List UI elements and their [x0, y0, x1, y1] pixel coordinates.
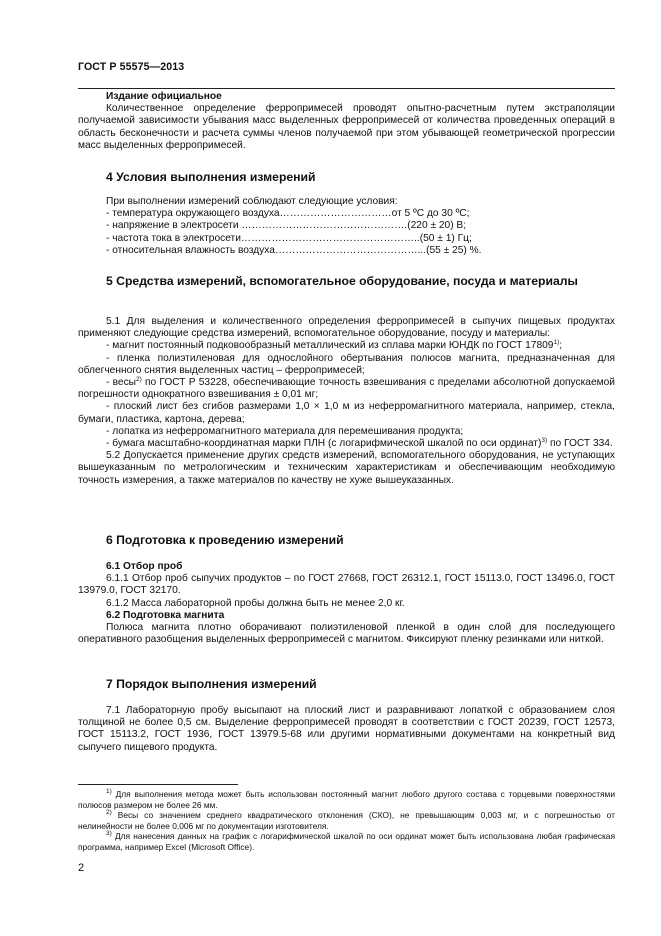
subsection-6-2: 6.2 Подготовка магнита: [106, 609, 225, 621]
condition-item: - частота тока в электросети……………………………………………..(50 ± 1) Гц;: [106, 232, 472, 244]
footnote-3: [78, 831, 615, 852]
item-paper-b: по ГОСТ 334.: [547, 438, 613, 450]
footnote-text: Весы со значением среднего квадратического отклонения (СКО), не превышающим 0,003 мг, и с погрешностью от нелинейности не более 0,006 мг по документации изготовителя.: [78, 810, 615, 831]
section-7-body: [78, 705, 615, 754]
section-7-title: 7 Порядок выполнения измерений: [106, 677, 317, 691]
para-5-1: 5.1 Для выделения и количественного определения ферропримесей в сыпучих пищевых продуктах применяют следующие средства измерений, вспомогательное оборудование, посуду и материалы:: [78, 316, 615, 340]
section-6-title: 6 Подготовка к проведению измерений: [106, 533, 344, 547]
footnote-ref-2: 2): [136, 376, 142, 384]
footnotes: [78, 789, 615, 852]
section-5: [78, 274, 615, 288]
section-4-conditions: [78, 196, 615, 257]
para-6-2: Полюса магнита плотно оборачивают полиэтиленовой пленкой в один слой для последующего оперативного разобщения выделенных ферропримесей с магнитом. Фиксируют пленку резинками или ниткой.: [78, 622, 615, 646]
item-paper: [78, 438, 615, 450]
condition-item: - относительная влажность воздуха……………………………………...(55 ± 25) %.: [106, 244, 482, 256]
footnote-1: [78, 789, 615, 810]
para-7-1: 7.1 Лабораторную пробу высыпают на плоский лист и разравнивают лопаткой с образованием слоя толщиной не более 0,5 см. Выделение ферропримесей проводят в соответствии с ГОСТ 20239, ГОСТ 12573, ГОСТ 15113.2, ГОСТ 1936, ГОСТ 13979.5-68 или другими нормативными документами на конкретный вид сыпучего пищевого продукта.: [78, 705, 615, 753]
item-paper-a: - бумага масштабно-координатная марки ПЛН (с логарифмической шкалой по оси ординат): [106, 438, 542, 450]
intro-paragraph: Количественное определение ферропримесей проводят опытно-расчетным путем экстраполяции получаемой зависимости убывания масс выделенных ферропримесей от количества проведенных операций в область бесконечности и расчета суммы членов получаемой при этом убывающей геометрической прогрессии масс выделенных ферропримесей.: [78, 103, 615, 151]
intro-block: [78, 91, 615, 152]
edition-label: Издание официальное: [106, 91, 222, 102]
item-spatula: - лопатка из неферромагнитного материала для перемешивания продукта;: [106, 425, 464, 437]
footnote-separator: [78, 784, 238, 785]
item-sheet: - плоский лист без сгибов размерами 1,0 × 1,0 м из неферромагнитного материала, например, стекла, бумаги, пластика, картона, дерева;: [78, 401, 615, 425]
footnote-2: [78, 810, 615, 831]
item-scales-a: - весы: [106, 377, 136, 389]
section-5-body: [78, 316, 615, 487]
item-scales-b: по ГОСТ Р 53228, обеспечивающие точность взвешивания с пределами абсолютной допускаемой погрешности однократного взвешивания ± 0,01 мг;: [78, 377, 615, 401]
section-4: [78, 170, 615, 184]
footnote-mark: 1): [106, 788, 112, 795]
section-6-body: [78, 561, 615, 646]
item-magnet-end: ;: [559, 340, 563, 352]
footnote-ref-1: 1): [553, 339, 560, 347]
footnote-mark: 2): [106, 809, 112, 816]
para-6-1-1: 6.1.1 Отбор проб сыпучих продуктов – по ГОСТ 27668, ГОСТ 26312.1, ГОСТ 15113.0, ГОСТ 13496.0, ГОСТ 13979.0, ГОСТ 32170.: [78, 573, 615, 597]
subsection-6-1: 6.1 Отбор проб: [106, 561, 183, 572]
condition-item: - напряжение в электросети ………………………………………….(220 ± 20) В;: [106, 220, 467, 232]
item-magnet-text: - магнит постоянный подковообразный металлический из сплава марки ЮНДК по ГОСТ 17809: [106, 340, 554, 352]
footnote-text: Для выполнения метода может быть использован постоянный магнит любого другого состава с торцевыми поверхностями полюсов размером не более 26 мм.: [78, 789, 615, 810]
item-scales: [78, 377, 615, 401]
header-rule: [78, 88, 615, 89]
section-7: [78, 677, 615, 691]
section-5-title: 5 Средства измерений, вспомогательное оборудование, посуда и материалы: [106, 274, 578, 288]
item-magnet: [78, 340, 615, 352]
page-number: 2: [78, 862, 85, 874]
document-code: ГОСТ Р 55575—2013: [78, 61, 185, 73]
para-6-1-2: 6.1.2 Масса лабораторной пробы должна быть не менее 2,0 кг.: [106, 597, 405, 609]
condition-item: - температура окружающего воздуха……………………………от 5 ºС до 30 ºС;: [106, 208, 470, 220]
footnote-mark: 3): [106, 830, 112, 837]
footnote-ref-3: 3): [541, 437, 548, 445]
footnote-text: Для нанесения данных на график с логарифмической шкалой по оси ординат может быть использована любая графическая программа, например Excel (Microsoft Office).: [78, 831, 615, 852]
conditions-intro: При выполнении измерений соблюдают следующие условия:: [106, 196, 398, 207]
section-4-title: 4 Условия выполнения измерений: [106, 170, 316, 184]
para-5-2: 5.2 Допускается применение других средств измерений, вспомогательного оборудования, не уступающих вышеуказанным по метрологическим и техническим характеристикам и обеспечивающим необходимую точность измерения, а также материалов по качеству не хуже вышеуказанных.: [78, 450, 615, 486]
item-film: - пленка полиэтиленовая для однослойного обертывания полюсов магнита, предназначенная для облегченного снятия выделенных частиц – ферропримесей;: [78, 352, 615, 376]
section-6: [78, 533, 615, 547]
